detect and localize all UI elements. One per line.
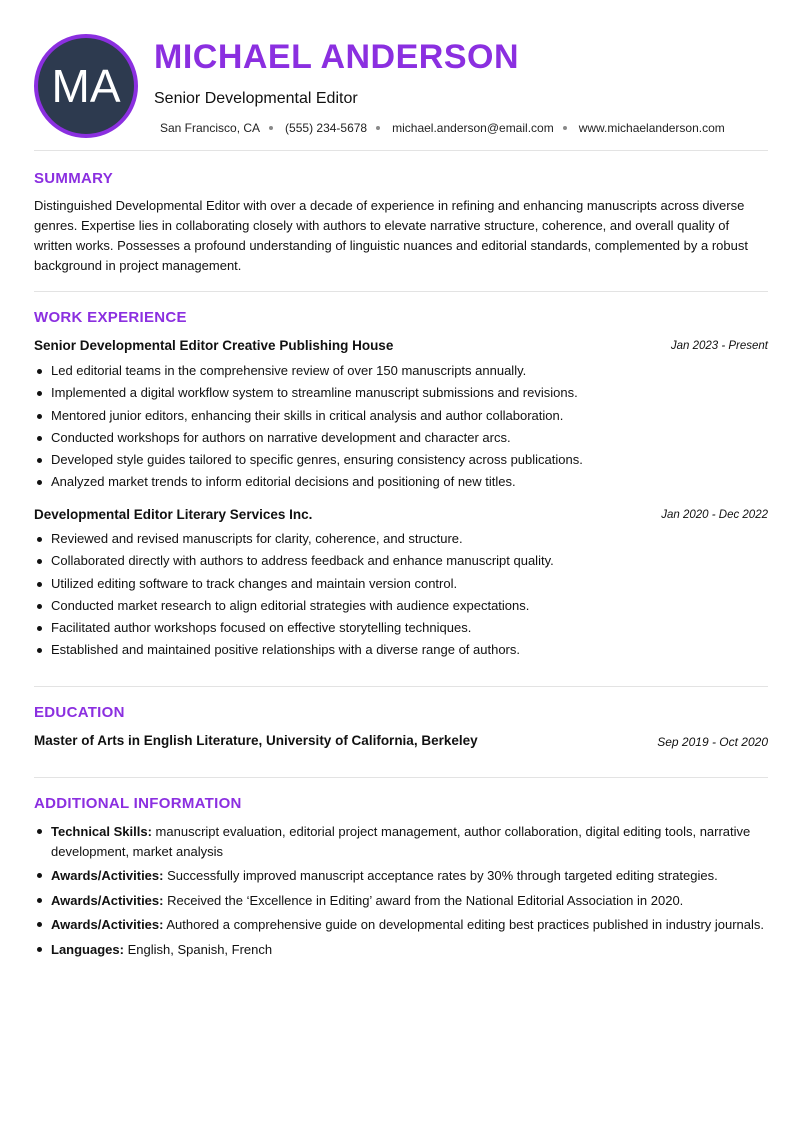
separator-dot xyxy=(563,126,567,130)
job-dates: Jan 2023 - Present xyxy=(670,340,768,352)
info-text: manuscript evaluation, editorial project management, author collaboration, digital editing tools, narrative development, market analysis xyxy=(51,824,751,859)
additional-info-list xyxy=(34,822,768,964)
list-item: Implemented a digital workflow system to streamline manuscript submissions and revisions. xyxy=(34,382,768,404)
info-label: Awards/Activities: xyxy=(51,917,164,932)
list-item: Led editorial teams in the comprehensive review of over 150 manuscripts annually. xyxy=(34,360,768,382)
list-item: Conducted workshops for authors on narrative development and character arcs. xyxy=(34,427,768,449)
education-entry xyxy=(34,733,768,751)
list-item xyxy=(34,915,768,935)
section-divider xyxy=(34,777,768,778)
summary-text: Distinguished Developmental Editor with over a decade of experience in refining and enhancing manuscripts across diverse genres. Expertise lies in collaborating closely with authors to elevate narrative structure, coherence, and overall quality of written works. Possesses a profound understanding of linguistic nuances and editorial standards, complemented by a robust background in project management. xyxy=(34,198,748,273)
job-bullets xyxy=(34,360,768,494)
info-label: Awards/Activities: xyxy=(51,868,164,883)
job-role: Developmental Editor Literary Services Inc. xyxy=(34,507,313,522)
avatar xyxy=(34,34,138,138)
list-item xyxy=(34,866,768,886)
contact-email[interactable]: michael.anderson@email.com xyxy=(392,121,554,135)
separator-dot xyxy=(376,126,380,130)
candidate-title: Senior Developmental Editor xyxy=(154,90,358,107)
list-item xyxy=(34,822,768,861)
additional-info-heading: ADDITIONAL INFORMATION xyxy=(34,795,242,812)
info-label: Technical Skills: xyxy=(51,824,152,839)
section-divider xyxy=(34,150,768,151)
section-divider xyxy=(34,291,768,292)
separator-dot xyxy=(269,126,273,130)
education-heading: EDUCATION xyxy=(34,704,125,721)
list-item xyxy=(34,891,768,911)
list-item: Conducted market research to align editorial strategies with audience expectations. xyxy=(34,595,768,617)
resume-header xyxy=(34,34,768,138)
list-item xyxy=(34,940,768,960)
list-item: Reviewed and revised manuscripts for clarity, coherence, and structure. xyxy=(34,528,768,550)
work-experience-heading: WORK EXPERIENCE xyxy=(34,309,187,326)
education-degree: Master of Arts in English Literature, University of California, Berkeley xyxy=(34,733,478,748)
contact-website[interactable]: www.michaelanderson.com xyxy=(578,121,725,135)
list-item: Established and maintained positive relationships with a diverse range of authors. xyxy=(34,639,768,661)
contact-phone[interactable]: (555) 234-5678 xyxy=(285,121,368,135)
list-item: Collaborated directly with authors to address feedback and enhance manuscript quality. xyxy=(34,550,768,572)
job-bullets xyxy=(34,528,768,662)
job-header xyxy=(34,507,768,525)
contact-location: San Francisco, CA xyxy=(160,121,261,135)
summary-heading: SUMMARY xyxy=(34,170,114,187)
section-divider xyxy=(34,686,768,687)
info-label: Awards/Activities: xyxy=(51,892,164,908)
job-header xyxy=(34,338,768,356)
list-item: Analyzed market trends to inform editorial decisions and positioning of new titles. xyxy=(34,471,768,493)
info-text: Authored a comprehensive guide on developmental editing best practices published in industry journals. xyxy=(166,917,765,932)
list-item: Utilized editing software to track changes and maintain version control. xyxy=(34,573,768,595)
education-dates: Sep 2019 - Oct 2020 xyxy=(657,735,768,749)
info-label: Languages: xyxy=(51,941,124,957)
info-text: Received the ‘Excellence in Editing’ award from the National Editorial Association in 2020. xyxy=(167,892,684,908)
list-item: Facilitated author workshops focused on effective storytelling techniques. xyxy=(34,617,768,639)
list-item: Mentored junior editors, enhancing their skills in critical analysis and author collaboration. xyxy=(34,405,768,427)
list-item: Developed style guides tailored to specific genres, ensuring consistency across publications. xyxy=(34,449,768,471)
avatar-initials: MA xyxy=(51,60,121,112)
candidate-name: MICHAEL ANDERSON xyxy=(154,38,520,76)
info-text: English, Spanish, French xyxy=(127,941,273,957)
contact-line xyxy=(160,121,725,135)
job-dates: Jan 2020 - Dec 2022 xyxy=(661,509,768,521)
job-role: Senior Developmental Editor Creative Publishing House xyxy=(34,338,394,353)
info-text: Successfully improved manuscript acceptance rates by 30% through targeted editing strategies. xyxy=(167,868,718,883)
